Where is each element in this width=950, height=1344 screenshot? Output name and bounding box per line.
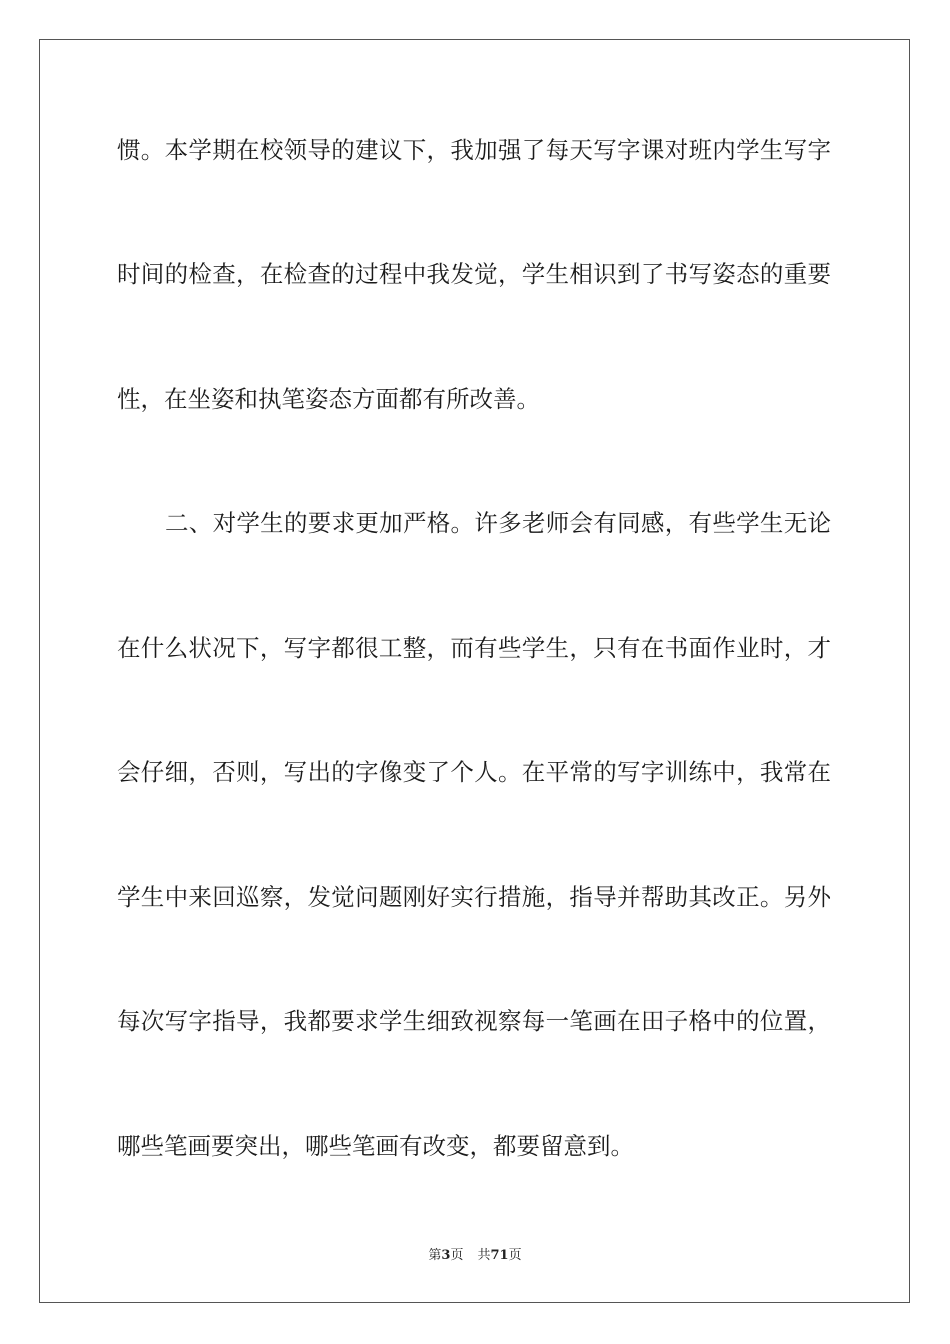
text-line: 会仔细，否则，写出的字像变了个人。在平常的写字训练中，我常在 (117, 758, 831, 786)
total-suffix: 页 (508, 1248, 522, 1263)
text-line: 每次写字指导，我都要求学生细致视察每一笔画在田子格中的位置， (117, 1007, 831, 1035)
text-line: 性，在坐姿和执笔姿态方面都有所改善。 (117, 385, 540, 413)
text-line: 惯。本学期在校领导的建议下，我加强了每天写字课对班内学生写字 (117, 136, 831, 164)
text-line: 二、对学生的要求更加严格。许多老师会有同感，有些学生无论 (165, 509, 831, 537)
page-prefix: 第 (428, 1248, 442, 1263)
text-line: 学生中来回巡察，发觉问题刚好实行措施，指导并帮助其改正。另外 (117, 883, 831, 911)
text-line: 哪些笔画要突出，哪些笔画有改变，都要留意到。 (117, 1132, 634, 1160)
page-footer (0, 1246, 950, 1266)
text-line: 在什么状况下，写字都很工整，而有些学生，只有在书面作业时，才 (117, 634, 831, 662)
page-border (39, 39, 910, 1303)
page-number: 3 (441, 1248, 451, 1263)
page-suffix: 页 (450, 1248, 464, 1263)
total-pages: 71 (490, 1248, 509, 1263)
text-line: 时间的检查，在检查的过程中我发觉，学生相识到了书写姿态的重要 (117, 260, 831, 288)
total-prefix: 共 (477, 1248, 491, 1263)
